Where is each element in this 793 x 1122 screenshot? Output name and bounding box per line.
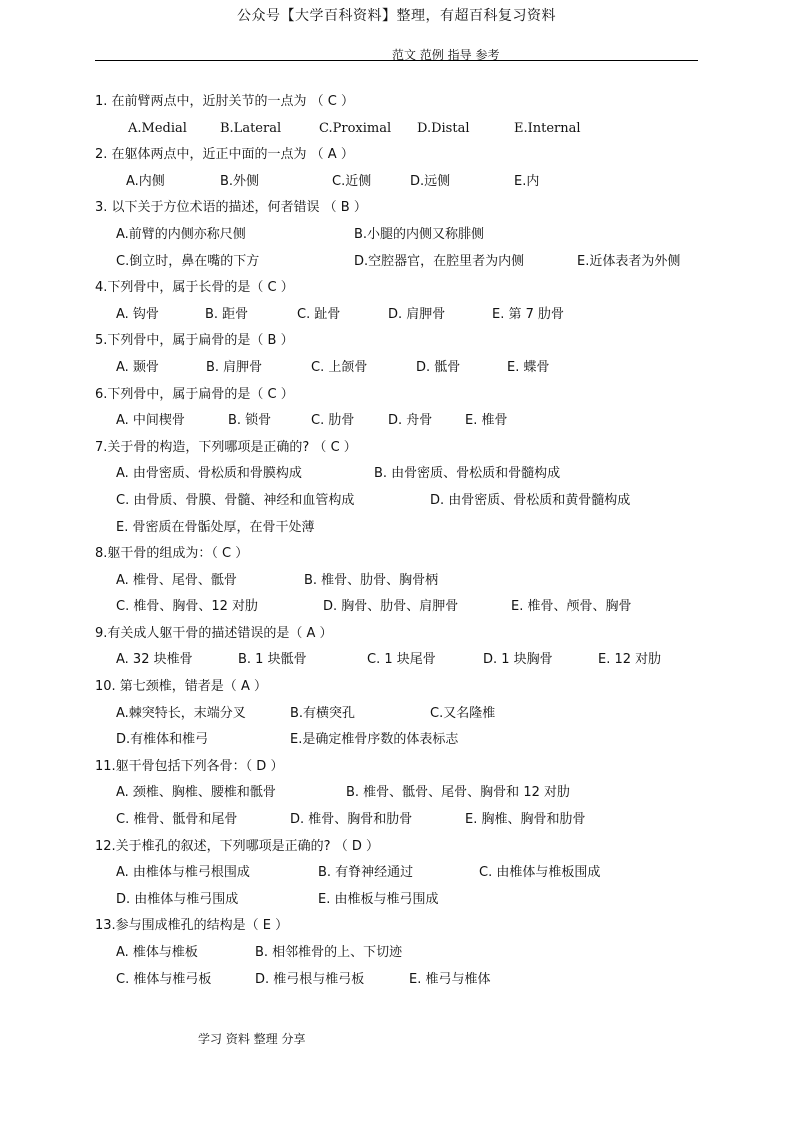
option: D.有椎体和椎弓 [116,732,209,748]
question-12-stem: 12.关于椎孔的叙述，下列哪项是正确的? （ D ） [95,838,379,854]
header-rule [95,60,698,61]
question-3-options-row1 [95,222,715,249]
question-11-stem: 11.躯干骨包括下列各骨：（ D ） [95,758,284,774]
option: E. 骨密质在骨骺处厚，在骨干处薄 [116,519,315,535]
option: C.Proximal [319,120,392,136]
question-13-stem: 13.参与围成椎孔的结构是（ E ） [95,918,289,934]
question-12-options-row2 [95,887,715,914]
option: A. 32 块椎骨 [116,652,193,668]
question-8-stem: 8.躯干骨的组成为：（ C ） [95,546,249,562]
option: E.Internal [514,120,581,136]
question-3-options-row2 [95,249,715,276]
question-5-stem: 5.下列骨中，属于扁骨的是（ B ） [95,333,294,349]
option: B.外侧 [220,173,260,189]
option: D. 由骨密质、骨松质和黄骨髓构成 [430,492,631,508]
question-13-options-row1 [95,940,715,967]
option: A.内侧 [126,173,165,189]
question-9-options [95,647,715,674]
option: C. 1 块尾骨 [367,652,436,668]
option: C. 椎体与椎弓板 [116,971,212,987]
option: E. 胸椎、胸骨和肋骨 [465,812,586,828]
option: E. 椎弓与椎体 [409,971,491,987]
option: A. 钩骨 [116,306,159,322]
option: C.近侧 [332,173,372,189]
question-12-options-row1 [95,860,715,887]
option: C. 上颌骨 [311,359,368,375]
option: D. 肩胛骨 [388,306,446,322]
option: C. 趾骨 [297,306,341,322]
option: B. 距骨 [205,306,249,322]
question-1-options [95,116,715,143]
option: B. 由骨密质、骨松质和骨髓构成 [374,466,561,482]
page-banner: 公众号【大学百科资料】整理，有超百科复习资料 [237,8,556,24]
question-1-stem: 1. 在前臂两点中，近肘关节的一点为 （ C ） [95,94,355,109]
question-8-options-row2 [95,594,715,621]
option: A. 颈椎、胸椎、腰椎和骶骨 [116,785,276,801]
option: D. 1 块胸骨 [483,652,553,668]
page-footer: 学习 资料 整理 分享 [198,1032,306,1046]
question-3-stem: 3. 以下关于方位术语的描述，何者错误 （ B ） [95,200,367,216]
question-10-stem: 10. 第七颈椎，错者是（ A ） [95,679,267,695]
question-8-options-row1 [95,568,715,595]
question-6-stem: 6.下列骨中，属于扁骨的是（ C ） [95,386,294,402]
option: A.Medial [128,120,187,136]
question-7-options-row3 [95,515,715,542]
option: D.远侧 [410,173,451,189]
question-10-options-row1 [95,701,715,728]
option: E. 第 7 肋骨 [492,306,565,322]
option: A. 颞骨 [116,359,159,375]
question-2-options [95,169,715,196]
question-4-stem: 4.下列骨中，属于长骨的是（ C ） [95,280,294,296]
question-10-options-row2 [95,727,715,754]
option: C. 由骨质、骨膜、骨髓、神经和血管构成 [116,492,355,508]
option: C.倒立时，鼻在嘴的下方 [116,253,260,269]
option: A. 椎体与椎板 [116,945,198,960]
option: B. 肩胛骨 [206,359,263,375]
question-13-options-row2 [95,967,715,994]
option: D.Distal [417,120,470,136]
option: B.有横突孔 [290,705,356,721]
option: C. 由椎体与椎板围成 [479,865,601,881]
option: D. 由椎体与椎弓围成 [116,891,239,907]
option: E. 椎骨、颅骨、胸骨 [511,599,632,615]
option: B.小腿的内侧又称腓侧 [354,226,485,242]
option: A. 由骨密质、骨松质和骨膜构成 [116,466,302,482]
option: A.棘突特长，末端分叉 [116,705,246,721]
question-list [95,89,715,993]
option: A. 中间楔骨 [116,413,185,429]
question-7-stem: 7.关于骨的构造，下列哪项是正确的? （ C ） [95,439,357,455]
option: D.空腔器官，在腔里者为内侧 [354,253,525,269]
option: C. 椎骨、胸骨、12 对肋 [116,599,259,615]
option: B. 有脊神经通过 [318,865,414,881]
option: B. 锁骨 [228,413,272,429]
option: E. 蝶骨 [507,359,550,375]
option: E.内 [514,173,540,189]
option: C.又名隆椎 [430,705,496,721]
option: E. 椎骨 [465,413,508,429]
option: B. 相邻椎骨的上、下切迹 [255,945,403,960]
question-11-options-row1 [95,780,715,807]
option: E.近体表者为外侧 [577,253,681,269]
option: A. 椎骨、尾骨、骶骨 [116,572,237,588]
question-7-options-row1 [95,461,715,488]
question-2-stem: 2. 在躯体两点中，近正中面的一点为 （ A ） [95,147,354,163]
option: B.Lateral [220,120,282,136]
question-7-options-row2 [95,488,715,515]
option: D. 椎骨、胸骨和肋骨 [290,812,413,828]
option: D. 椎弓根与椎弓板 [255,971,365,987]
question-11-options-row2 [95,807,715,834]
option: D. 胸骨、肋骨、肩胛骨 [323,599,459,615]
option: E.是确定椎骨序数的体表标志 [290,732,459,748]
option: B. 椎骨、骶骨、尾骨、胸骨和 12 对肋 [346,785,570,801]
option: A.前臂的内侧亦称尺侧 [116,226,246,242]
option: D. 骶骨 [416,359,461,375]
option: E. 12 对肋 [598,652,662,668]
question-6-options [95,408,715,435]
page-subheading: 范文 范例 指导 参考 [392,48,500,62]
option: B. 椎骨、肋骨、胸骨柄 [304,572,439,588]
option: C. 椎骨、骶骨和尾骨 [116,812,238,828]
option: D. 舟骨 [388,413,433,429]
question-4-options [95,302,715,329]
option: A. 由椎体与椎弓根围成 [116,865,250,881]
option: B. 1 块骶骨 [238,652,307,668]
option: C. 肋骨 [311,413,355,429]
question-9-stem: 9.有关成人躯干骨的描述错误的是（ A ） [95,625,333,641]
question-5-options [95,355,715,382]
option: E. 由椎板与椎弓围成 [318,891,439,907]
